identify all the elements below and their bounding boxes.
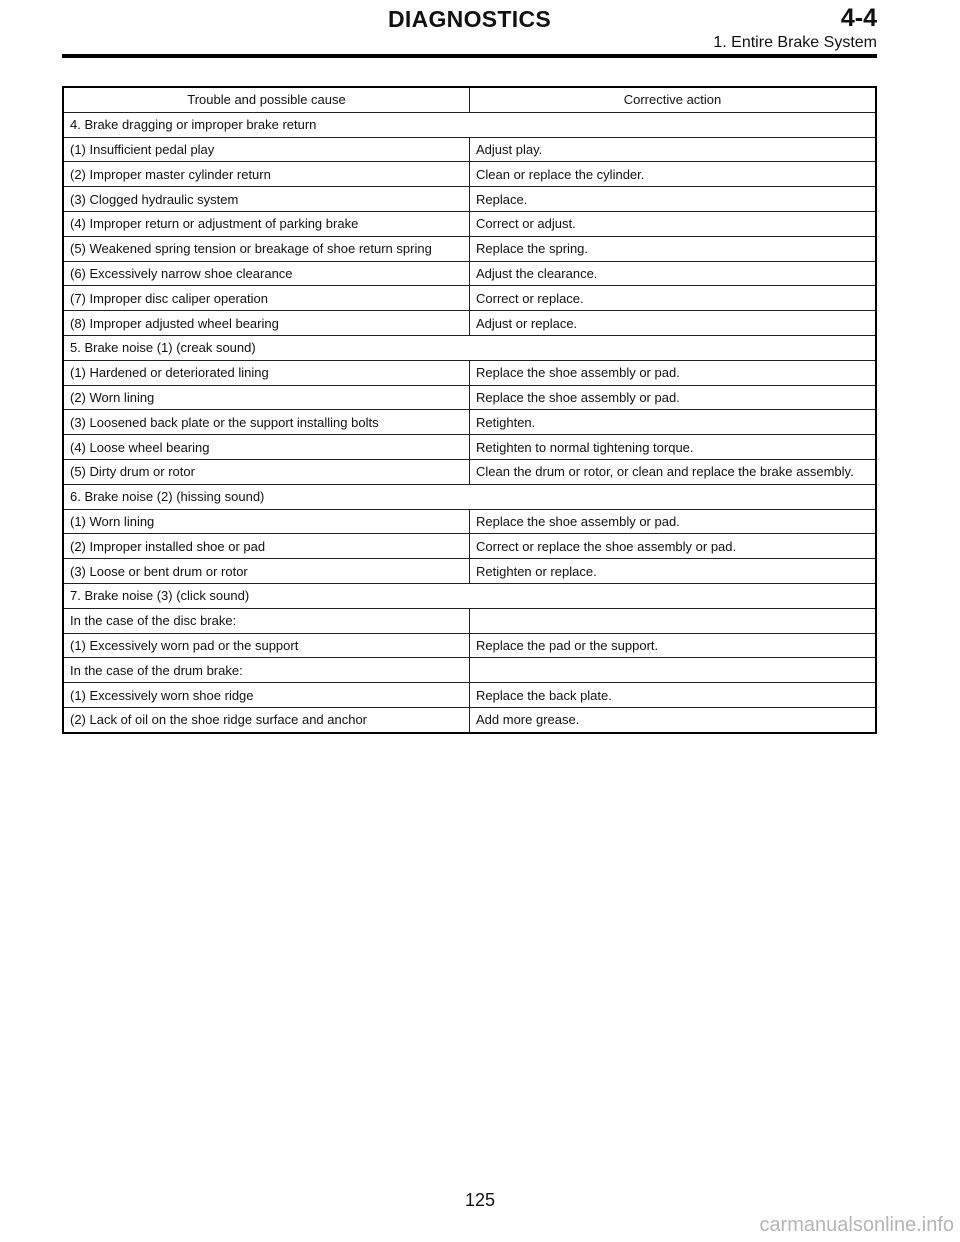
action-cell: Correct or replace. [470, 286, 877, 311]
table-row [63, 162, 876, 187]
action-cell: Adjust or replace. [470, 311, 877, 336]
action-cell: Adjust the clearance. [470, 261, 877, 286]
table-row [63, 211, 876, 236]
column-header-action: Corrective action [470, 87, 877, 112]
section-heading: 4. Brake dragging or improper brake return [63, 112, 876, 137]
header-rule [62, 54, 877, 58]
action-cell: Replace the shoe assembly or pad. [470, 385, 877, 410]
cause-cell: (2) Lack of oil on the shoe ridge surface and anchor [63, 707, 470, 732]
table-row [63, 410, 876, 435]
action-cell: Adjust play. [470, 137, 877, 162]
cause-cell: (1) Excessively worn pad or the support [63, 633, 470, 658]
section-code: 4-4 [840, 4, 877, 32]
action-cell: Replace the spring. [470, 236, 877, 261]
table-header-row [63, 87, 876, 112]
action-cell: Retighten or replace. [470, 559, 877, 584]
cause-cell: (3) Clogged hydraulic system [63, 187, 470, 212]
action-cell: Replace the back plate. [470, 683, 877, 708]
action-cell: Correct or adjust. [470, 211, 877, 236]
table-row [63, 236, 876, 261]
table-body [63, 112, 876, 732]
action-cell: Replace the shoe assembly or pad. [470, 360, 877, 385]
action-cell: Clean or replace the cylinder. [470, 162, 877, 187]
action-cell: Retighten to normal tightening torque. [470, 435, 877, 460]
cause-cell: (2) Improper installed shoe or pad [63, 534, 470, 559]
table-row [63, 187, 876, 212]
cause-cell: (3) Loose or bent drum or rotor [63, 559, 470, 584]
cause-cell: (5) Weakened spring tension or breakage of shoe return spring [63, 236, 470, 261]
section-row [63, 583, 876, 608]
diagnostics-table [62, 86, 877, 734]
action-cell: Clean the drum or rotor, or clean and replace the brake assembly. [470, 459, 877, 484]
action-cell [470, 608, 877, 633]
table-row [63, 509, 876, 534]
action-cell [470, 658, 877, 683]
section-heading: 7. Brake noise (3) (click sound) [63, 583, 876, 608]
table-row [63, 261, 876, 286]
action-cell: Replace the pad or the support. [470, 633, 877, 658]
column-header-cause: Trouble and possible cause [63, 87, 470, 112]
section-row [63, 484, 876, 509]
cause-cell: (2) Worn lining [63, 385, 470, 410]
table-row [63, 658, 876, 683]
cause-cell: (1) Insufficient pedal play [63, 137, 470, 162]
action-cell: Replace the shoe assembly or pad. [470, 509, 877, 534]
section-title: DIAGNOSTICS [387, 6, 552, 32]
watermark: carmanualsonline.info [759, 1214, 954, 1236]
page-number: 125 [464, 1190, 496, 1210]
cause-cell: (4) Loose wheel bearing [63, 435, 470, 460]
cause-cell: (5) Dirty drum or rotor [63, 459, 470, 484]
cause-cell: (4) Improper return or adjustment of parking brake [63, 211, 470, 236]
table-row [63, 559, 876, 584]
table-row [63, 435, 876, 460]
cause-cell: (1) Excessively worn shoe ridge [63, 683, 470, 708]
page-header [62, 0, 877, 60]
cause-cell: (1) Hardened or deteriorated lining [63, 360, 470, 385]
section-heading: 5. Brake noise (1) (creak sound) [63, 335, 876, 360]
case-label: In the case of the drum brake: [63, 658, 470, 683]
cause-cell: (1) Worn lining [63, 509, 470, 534]
cause-cell: (3) Loosened back plate or the support installing bolts [63, 410, 470, 435]
table-row [63, 608, 876, 633]
table-row [63, 137, 876, 162]
section-subtitle: 1. Entire Brake System [713, 34, 877, 51]
action-cell: Replace. [470, 187, 877, 212]
action-cell: Retighten. [470, 410, 877, 435]
table-row [63, 360, 876, 385]
cause-cell: (8) Improper adjusted wheel bearing [63, 311, 470, 336]
cause-cell: (2) Improper master cylinder return [63, 162, 470, 187]
cause-cell: (7) Improper disc caliper operation [63, 286, 470, 311]
section-row [63, 335, 876, 360]
action-cell: Correct or replace the shoe assembly or pad. [470, 534, 877, 559]
section-heading: 6. Brake noise (2) (hissing sound) [63, 484, 876, 509]
action-cell: Add more grease. [470, 707, 877, 732]
table-row [63, 683, 876, 708]
table-row [63, 534, 876, 559]
table-row [63, 459, 876, 484]
table-row [63, 633, 876, 658]
section-row [63, 112, 876, 137]
table-row [63, 385, 876, 410]
table-row [63, 311, 876, 336]
table-row [63, 707, 876, 732]
cause-cell: (6) Excessively narrow shoe clearance [63, 261, 470, 286]
case-label: In the case of the disc brake: [63, 608, 470, 633]
table-row [63, 286, 876, 311]
